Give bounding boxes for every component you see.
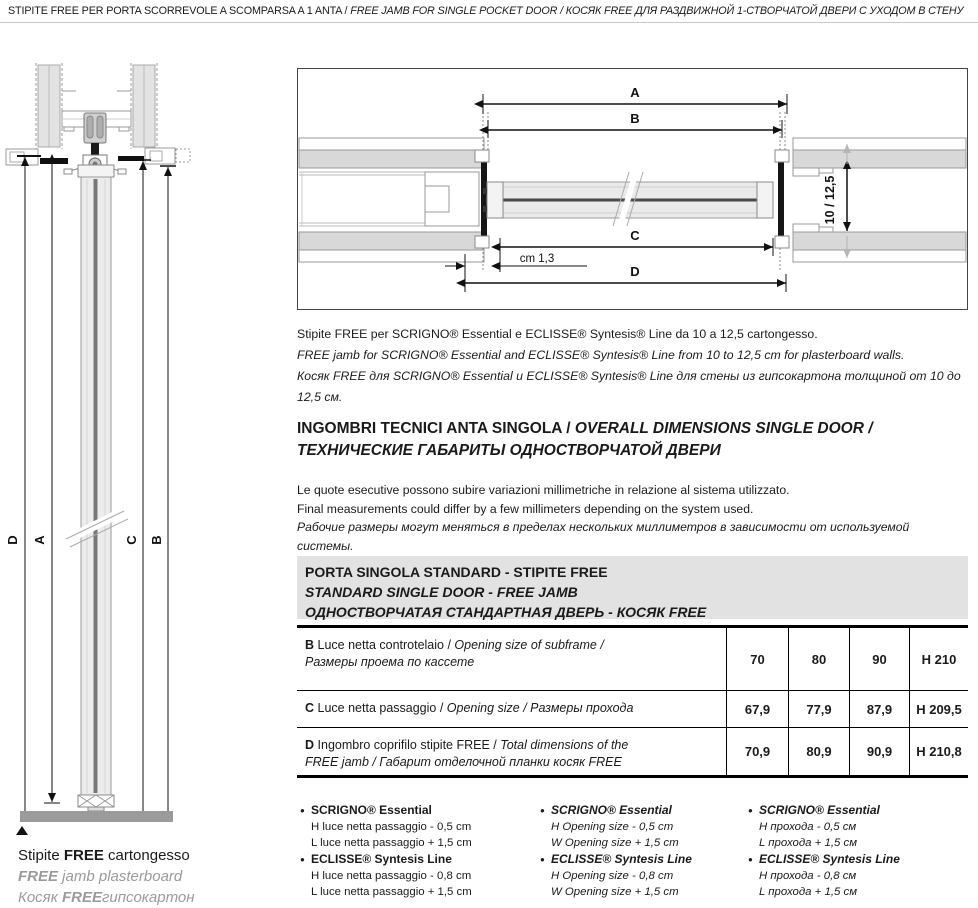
section-title-line2: ТЕХНИЧЕСКИЕ ГАБАРИТЫ ОДНОСТВОРЧАТОЙ ДВЕРИ <box>297 442 721 459</box>
drawing-legend <box>18 845 195 908</box>
floor <box>20 811 173 822</box>
note-russian: Рабочие размеры могут меняться в пределах нескольких миллиметров в зависимости от используемой системы. <box>297 520 910 553</box>
drawing-caption <box>297 324 968 408</box>
dim-label-a: A <box>630 85 640 100</box>
cell-value: 87,9 <box>849 691 909 727</box>
dim-label-d: D <box>5 535 20 545</box>
note-italian: Le quote esecutive possono subire variazioni millimetriche in relazione al sistema utilizzato. <box>297 483 790 497</box>
caption-russian: Косяк FREE для SCRIGNO® Essential и ECLISSE® Syntesis® Line для стены из гипсокартона толщиной от 10 до 12,5 см. <box>297 369 961 404</box>
triangle-marker <box>16 826 28 835</box>
cell-value: 70 <box>726 628 788 690</box>
right-jamb <box>778 154 784 246</box>
dim-label-cm: cm 1,3 <box>519 253 555 265</box>
table-title-russian: ОДНОСТВОРЧАТАЯ СТАНДАРТНАЯ ДВЕРЬ - КОСЯК FREE <box>305 604 707 620</box>
notes-column-italian: ● SCRIGNO® Essential H luce netta passaggio - 0,5 cm L luce netta passaggio + 1,5 cm ● ECLISSE® Syntesis Line H luce netta passaggio - 0,8 cm L luce netta passaggio + 1,5 cm <box>300 802 535 900</box>
cell-value: 67,9 <box>726 691 788 727</box>
dim-label-b: B <box>149 535 164 545</box>
table-row <box>297 727 968 775</box>
bullet-icon: ● <box>300 806 305 815</box>
table-row <box>297 628 968 690</box>
table-title-italian: PORTA SINGOLA STANDARD - STIPITE FREE <box>305 564 608 580</box>
page-header-italian: STIPITE FREE PER PORTA SCORREVOLE A SCOMPARSA A 1 ANTA / <box>8 5 351 17</box>
page-header-translations: FREE JAMB FOR SINGLE POCKET DOOR / КОСЯК FREE ДЛЯ РАЗДВИЖНОЙ 1-СТВОРЧАТОЙ ДВЕРИ С УХОДОМ В СТЕНУ <box>350 5 964 17</box>
dim-label-a: A <box>32 535 47 545</box>
brand-eclisse: ● ECLISSE® Syntesis Line <box>540 852 692 866</box>
dim-label-c: C <box>124 535 139 545</box>
header-divider <box>0 22 978 23</box>
section-title-line1: INGOMBRI TECNICI ANTA SINGOLA / OVERALL DIMENSIONS SINGLE DOOR / <box>297 420 873 437</box>
row-label: B Luce netta controtelaio / Opening size of subframe / Размеры проема по кассете <box>305 638 604 669</box>
brand-scrigno: ● SCRIGNO® Essential <box>300 803 432 817</box>
cell-value: 80,9 <box>788 728 849 775</box>
brand-scrigno: ● SCRIGNO® Essential <box>748 803 880 817</box>
table-title-english: STANDARD SINGLE DOOR - FREE JAMB <box>305 584 578 600</box>
cell-value: 90,9 <box>849 728 909 775</box>
bullet-icon: ● <box>300 855 305 864</box>
bullet-icon: ● <box>540 806 545 815</box>
plan-section-drawing <box>297 68 968 310</box>
notes-column-russian: ● SCRIGNO® Essential H прохода - 0,5 см L прохода + 1,5 см ● ECLISSE® Syntesis Line H прохода - 0,8 см L прохода + 1,5 см <box>748 802 973 900</box>
cell-value: H 210,8 <box>909 728 968 775</box>
cell-value: 80 <box>788 628 849 690</box>
brand-eclisse: ● ECLISSE® Syntesis Line <box>300 852 452 866</box>
legend-russian: Косяк FREEгипсокартон <box>18 889 195 906</box>
cell-value: H 210 <box>909 628 968 690</box>
bullet-icon: ● <box>748 806 753 815</box>
cell-value: 77,9 <box>788 691 849 727</box>
bullet-icon: ● <box>540 855 545 864</box>
bullet-icon: ● <box>748 855 753 864</box>
cell-value: 70,9 <box>726 728 788 775</box>
page-header <box>8 5 974 17</box>
legend-italian: Stipite FREE cartongesso <box>18 847 190 864</box>
notes-column-english: ● SCRIGNO® Essential H Opening size - 0,5 cm W Opening size + 1,5 cm ● ECLISSE® Syntesis Line H Opening size - 0,8 cm W Opening size + 1,5 cm <box>540 802 745 900</box>
cell-value: 90 <box>849 628 909 690</box>
dim-label-b: B <box>630 111 640 126</box>
legend-english: FREE jamb plasterboard <box>18 868 183 885</box>
caption-english: FREE jamb for SCRIGNO® Essential and ECLISSE® Syntesis® Line from 10 to 12,5 cm for plasterboard walls. <box>297 348 905 362</box>
table-row <box>297 690 968 727</box>
caption-italian: Stipite FREE per SCRIGNO® Essential e ECLISSE® Syntesis® Line da 10 a 12,5 cartongesso. <box>297 327 818 341</box>
hanger-bolt <box>91 143 99 155</box>
dimensions-table <box>297 625 968 778</box>
left-jamb <box>481 154 487 246</box>
brush-seal <box>40 158 68 164</box>
vertical-section-drawing <box>0 55 290 845</box>
door-panel <box>66 165 128 811</box>
brand-eclisse: ● ECLISSE® Syntesis Line <box>748 852 900 866</box>
row-label: D Ingombro coprifilo stipite FREE / Total dimensions of the FREE jamb / Габарит отделочной планки косяк FREE <box>305 738 629 769</box>
cell-value: H 209,5 <box>909 691 968 727</box>
row-label: C Luce netta passaggio / Opening size / Размеры прохода <box>305 701 634 715</box>
dim-label-c: C <box>630 228 640 243</box>
dim-label-wall-thickness: 10 / 12,5 <box>823 175 837 225</box>
brand-scrigno: ● SCRIGNO® Essential <box>540 803 672 817</box>
section-title <box>297 418 968 462</box>
floor-guide <box>88 807 104 811</box>
dim-label-d: D <box>630 264 640 279</box>
section-notes <box>297 481 968 555</box>
table-title-block <box>297 556 968 619</box>
note-english: Final measurements could differ by a few millimeters depending on the system used. <box>297 501 754 516</box>
